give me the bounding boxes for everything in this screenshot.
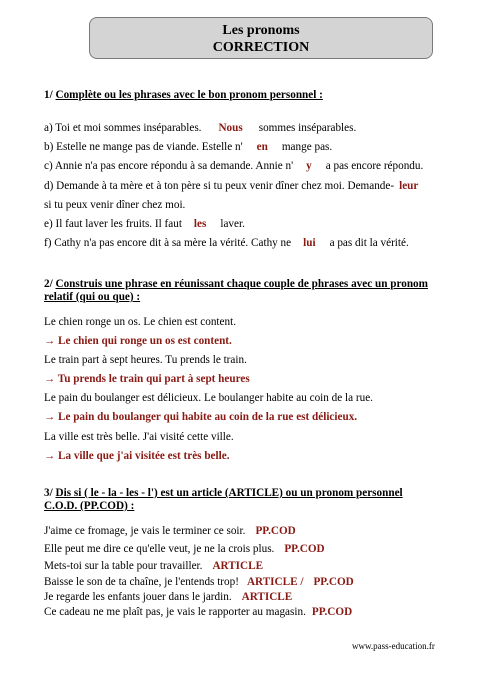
sentence-pair-1-question: Le chien ronge un os. Le chien est content. xyxy=(44,316,236,328)
answer: Tu prends le train qui part à sept heures xyxy=(57,373,250,385)
section-3-heading-line-2: C.O.D. (PP.COD) : xyxy=(44,500,135,512)
section-1-heading xyxy=(44,89,323,102)
answer: lui xyxy=(303,237,316,249)
exercise-item-b xyxy=(44,141,332,154)
answer: ARTICLE xyxy=(241,591,293,603)
sentence-pair-2-answer xyxy=(44,373,250,386)
item-text: a pas encore répondu. xyxy=(325,160,424,172)
section-3-heading-line-1: Dis si ( le - la - les - l') est un article (ARTICLE) ou un pronom personnel xyxy=(55,487,403,499)
answer: leur xyxy=(399,180,419,192)
item-text: Ce cadeau ne me plaît pas, je vais le rapporter au magasin. xyxy=(44,606,306,618)
section-1-number: 1/ xyxy=(44,89,53,101)
item-text: a) Toi et moi sommes inséparables. xyxy=(44,122,202,134)
title-line-2: CORRECTION xyxy=(212,40,310,55)
item-text: J'aime ce fromage, je vais le terminer ce soir. xyxy=(44,525,246,537)
item-text: Mets-toi sur la table pour travailler. xyxy=(44,560,203,572)
exercise-item-d-continuation xyxy=(44,199,185,212)
item-text: Baisse le son de ta chaîne, je l'entends trop! xyxy=(44,576,239,588)
answer: PP.COD xyxy=(284,543,325,555)
section-1-heading-text: Complète ou les phrases avec le bon pronom personnel : xyxy=(55,89,323,101)
answer-2: PP.COD xyxy=(313,576,354,588)
arrow-icon: → xyxy=(44,411,56,423)
arrow-icon: → xyxy=(44,450,56,462)
exercise-item-e xyxy=(44,218,245,231)
classification-item-6 xyxy=(44,606,352,619)
item-text: si tu peux venir dîner chez moi. xyxy=(44,199,186,211)
answer: PP.COD xyxy=(255,525,296,537)
sentence-pair-2-question: Le train part à sept heures. Tu prends le train. xyxy=(44,354,247,366)
exercise-item-c xyxy=(44,160,423,173)
sentence-pair-3-question: Le pain du boulanger est délicieux. Le boulanger habite au coin de la rue. xyxy=(44,392,373,404)
answer: y xyxy=(306,160,312,172)
answer: Le chien qui ronge un os est content. xyxy=(57,335,232,347)
exercise-item-a xyxy=(44,122,356,135)
section-3-heading xyxy=(44,487,403,500)
section-2-heading xyxy=(44,278,428,291)
sentence-pair-1-answer xyxy=(44,335,232,348)
item-text: e) Il faut laver les fruits. Il faut xyxy=(44,218,182,230)
section-2-heading-line-2: relatif (qui ou que) : xyxy=(44,291,141,303)
sentence-pair-4-answer xyxy=(44,450,230,463)
exercise-item-d xyxy=(44,180,418,193)
item-text: Elle peut me dire ce qu'elle veut, je ne la crois plus. xyxy=(44,543,275,555)
answer: PP.COD xyxy=(311,606,353,618)
answer: en xyxy=(256,141,268,153)
arrow-icon: → xyxy=(44,373,56,385)
item-text: d) Demande à ta mère et à ton père si tu peux venir dîner chez moi. Demande- xyxy=(44,180,395,192)
section-2-heading-line-1: Construis une phrase en réunissant chaque couple de phrases avec un pronom xyxy=(55,278,428,290)
item-text: f) Cathy n'a pas encore dit à sa mère la vérité. Cathy ne xyxy=(44,237,292,249)
answer: les xyxy=(193,218,207,230)
footer-url: www.pass-education.fr xyxy=(352,641,435,651)
title-line-1: Les pronoms xyxy=(222,23,300,38)
item-text: laver. xyxy=(220,218,245,230)
classification-item-5 xyxy=(44,591,292,604)
arrow-icon: → xyxy=(44,335,56,347)
answer: La ville que j'ai visitée est très belle. xyxy=(57,450,230,462)
answer: Le pain du boulanger qui habite au coin de la rue est délicieux. xyxy=(57,411,358,423)
section-2-number: 2/ xyxy=(44,278,53,290)
sentence-pair-4-question: La ville est très belle. J'ai visité cette ville. xyxy=(44,431,234,443)
classification-item-2 xyxy=(44,543,325,556)
classification-item-4 xyxy=(44,576,354,589)
classification-item-1 xyxy=(44,525,296,538)
item-text: mange pas. xyxy=(281,141,333,153)
item-text: sommes inséparables. xyxy=(258,122,357,134)
classification-item-3 xyxy=(44,560,263,573)
sentence-pair-3-answer xyxy=(44,411,357,424)
answer: Nous xyxy=(218,122,243,134)
title-box xyxy=(89,17,433,59)
item-text: Je regarde les enfants jouer dans le jardin. xyxy=(44,591,232,603)
answer: ARTICLE xyxy=(212,560,264,572)
item-text: c) Annie n'a pas encore répondu à sa demande. Annie n' xyxy=(44,160,294,172)
item-text: b) Estelle ne mange pas de viande. Estelle n' xyxy=(44,141,243,153)
exercise-item-f xyxy=(44,237,409,250)
item-text: a pas dit la vérité. xyxy=(329,237,409,249)
answer: ARTICLE / xyxy=(246,576,304,588)
section-3-number: 3/ xyxy=(44,487,53,499)
